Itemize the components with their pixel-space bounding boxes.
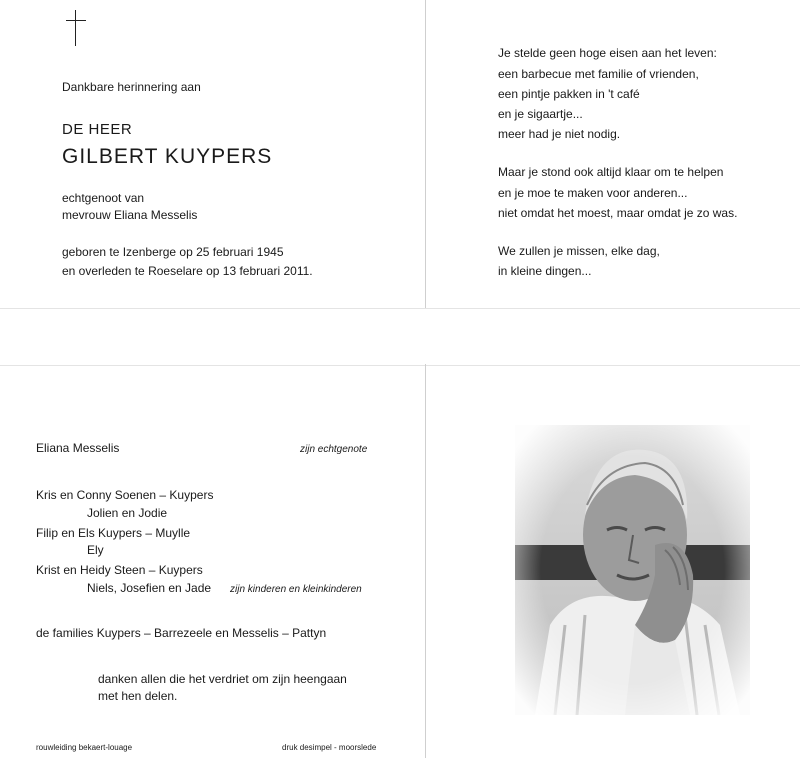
thanks-line-1: danken allen die het verdriet om zijn heengaan [98, 672, 347, 686]
children-role: zijn kinderen en kleinkinderen [230, 584, 362, 595]
spouse-name: mevrouw Eliana Messelis [62, 208, 198, 222]
thanks-line-2: met hen delen. [98, 689, 178, 703]
intro-text: Dankbare herinnering aan [62, 80, 201, 94]
funeral-director: rouwleiding bekaert-louage [36, 743, 133, 752]
poem-line: Je stelde geen hoge eisen aan het leven: [498, 46, 717, 60]
printer-credit: druk desimpel - moorslede [282, 743, 377, 752]
spouse-entry-name: Eliana Messelis [36, 441, 120, 455]
page-gap [0, 308, 800, 366]
title-heer: DE HEER [62, 121, 133, 138]
poem-line: een barbecue met familie of vrienden, [498, 67, 699, 81]
cross-icon [66, 10, 86, 46]
portrait-photo [515, 425, 750, 715]
fold-line-bottom [425, 364, 426, 758]
poem-line: en je moe te maken voor anderen... [498, 186, 688, 200]
poem-line: en je sigaartje... [498, 107, 583, 121]
grandchildren: Ely [87, 543, 104, 557]
grandchildren: Niels, Josefien en Jade [87, 581, 212, 595]
spouse-role: zijn echtgenote [300, 444, 368, 455]
poem-line: niet omdat het moest, maar omdat je zo was. [498, 206, 738, 220]
birth-text: geboren te Izenberge op 25 februari 1945 [62, 245, 284, 259]
poem-line: meer had je niet nodig. [498, 127, 621, 141]
death-text: en overleden te Roeselare op 13 februari 2011. [62, 264, 313, 278]
poem-line: in kleine dingen... [498, 264, 592, 278]
families-text: de families Kuypers – Barrezeele en Messelis – Pattyn [36, 626, 327, 640]
child-parents: Kris en Conny Soenen – Kuypers [36, 488, 214, 502]
grandchildren: Jolien en Jodie [87, 506, 168, 520]
poem-line: We zullen je missen, elke dag, [498, 244, 660, 258]
deceased-name: GILBERT KUYPERS [62, 145, 273, 168]
poem-line: een pintje pakken in 't café [498, 87, 640, 101]
spouse-intro: echtgenoot van [62, 191, 145, 205]
child-parents: Filip en Els Kuypers – Muylle [36, 526, 191, 540]
fold-line-top [425, 0, 426, 308]
child-parents: Krist en Heidy Steen – Kuypers [36, 563, 203, 577]
poem-line: Maar je stond ook altijd klaar om te helpen [498, 165, 724, 179]
